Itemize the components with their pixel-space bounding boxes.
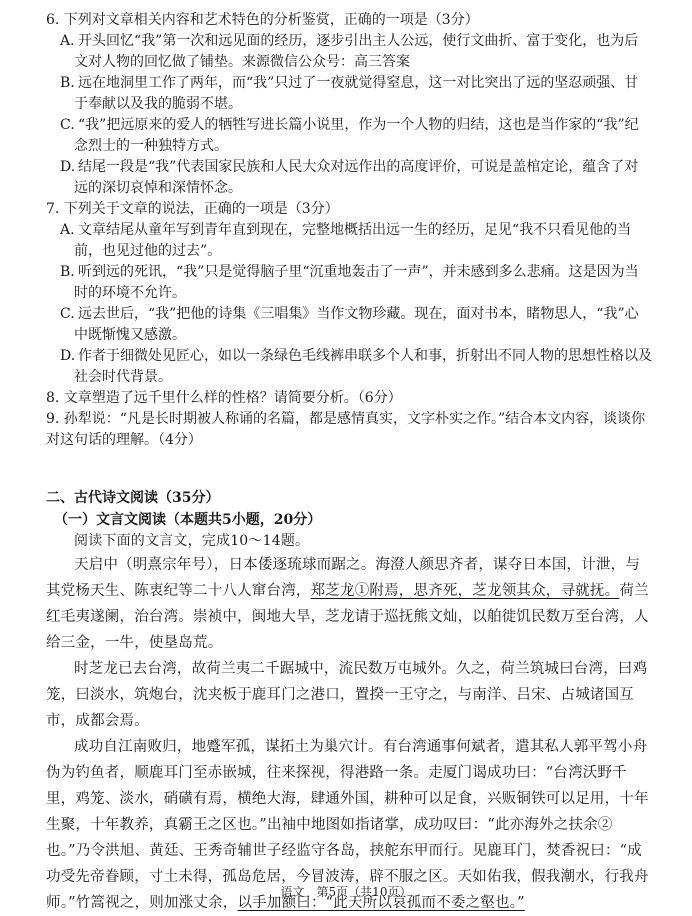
question-7 — [46, 199, 652, 388]
question-7-option-c: C. 远去世后，“我”把他的诗集《三唱集》当作文物珍藏。现在，面对书本，睹物思人，“我”心中既惭愧又感激。 — [60, 306, 639, 343]
classical-paragraph-1: 天启中（明熹宗年号），日本倭逐琉球而踞之。海澄人颜思齐者，谋夺日本国，计泄，与其党杨天生、陈衷纪等二十八人窜台湾，郑芝龙①附焉，思齐死，芝龙领其众，寻就抚。荷兰红毛夷遂阑，治台湾。崇祯中，闽地大旱，芝龙请于巡抚熊文灿，以舶徙饥民数万至台湾，人给三金，一牛，使垦岛荒。 — [46, 557, 649, 651]
section-spacer — [46, 451, 652, 487]
question-7-stem: 7. 下列关于文章的说法，正确的一项是（3分） — [46, 201, 339, 217]
page-footer: 语文 第5页（共10页） — [280, 885, 412, 899]
section-2-subtitle: （一）文言文阅读（本题共5小题，20分） — [54, 512, 322, 528]
question-6-stem: 6. 下列对文章相关内容和艺术特色的分析鉴赏，正确的一项是（3分） — [46, 12, 479, 28]
question-6-option-d: D. 结尾一段是“我”代表国家民族和人民大众对远作出的高度评价，可说是盖棺定论，蕴含了对远的深切哀悼和深情怀念。 — [60, 159, 639, 196]
classical-text — [46, 552, 652, 916]
classical-paragraph-2: 时芝龙已去台湾，故荷兰夷二千踞城中，流民数万屯城外。久之，荷兰筑城曰台湾，曰鸡笼，曰淡水，筑炮台，沈夹板于鹿耳门之港口，置揆一王守之，与南洋、吕宋、占城诸国互市，成都会焉。 — [46, 661, 648, 729]
question-6-option-a: A. 开头回忆“我”第一次和远见面的经历，逐步引出主人公远，使行文曲折、富于变化，也为后文对人物的回忆做了铺垫。来源微信公众号：高三答案 — [60, 33, 639, 70]
question-7-option-b: B. 听到远的死讯，“我”只是觉得脑子里“沉重地轰击了一声”，并未感到多么悲痛。这是因为当时的环境不允许。 — [60, 264, 639, 301]
question-6 — [46, 10, 652, 199]
question-6-option-b: B. 远在地洞里工作了两年，而“我”只过了一夜就觉得窒息，这一对比突出了远的坚忍顽强、甘于奉献以及我的脆弱不堪。 — [60, 75, 639, 112]
underlined-sentence-2: 以手加额曰：“此天所以哀孤而不委之壑也。” — [237, 895, 525, 911]
question-6-option-c: C. “我”把远原来的爱人的牺牲写进长篇小说里，作为一个人物的归结，这也是当作家的“我”纪念烈士的一种独特方式。 — [60, 117, 639, 154]
reading-instruction: 阅读下面的文言文，完成10～14题。 — [74, 533, 310, 549]
classical-paragraph-3: 成功自江南败归，地蹙军孤，谋拓土为巢穴计。有台湾通事何斌者，遣其私人郭平驾小舟伪为钓鱼者，顺鹿耳门至赤嵌城，往来探视，得港路一条。走厦门谒成功曰：“台湾沃野千里，鸡笼、淡水，硝磺有焉，横绝大海，肆通外国，耕种可以足食，兴贩铜铁可以足用，十年生聚，十年教养，真霸王之区也。”出袖中地图如指诸掌，成功叹曰：“此亦海外之扶余②也。”乃令洪旭、黄廷、王秀奇辅世子经监守各岛，挟舵东甲而行。见鹿耳门，焚香祝曰：“成功受先帝眷顾，寸土未得，孤岛危居，今冒波涛，辟不服之区。天如佑我，假我潮水，行我舟师。”竹篙视之，则加涨丈余，以手加额曰：“此天所以哀孤而不委之壑也。” — [46, 739, 649, 911]
section-2-title: 二、古代诗文阅读（35分） — [46, 490, 220, 506]
underlined-sentence-1: 郑芝龙①附焉，思齐死，芝龙领其众，寻就抚。 — [310, 583, 620, 599]
question-7-option-a: A. 文章结尾从童年写到青年直到现在，完整地概括出远一生的经历，足见“我不只看见他的当前，也见过他的过去”。 — [60, 222, 632, 259]
question-7-option-d: D. 作者于细微处见匠心，如以一条绿色毛线裤串联多个人和事，折射出不同人物的思想性格以及社会时代背景。 — [60, 348, 652, 385]
question-9: 9. 孙犁说：“凡是长时期被人称诵的名篇，都是感情真实，文字朴实之作。”结合本文内容，谈谈你对这句话的理解。（4分） — [46, 411, 646, 448]
question-8: 8. 文章塑造了远千里什么样的性格？请简要分析。（6分） — [46, 390, 402, 406]
